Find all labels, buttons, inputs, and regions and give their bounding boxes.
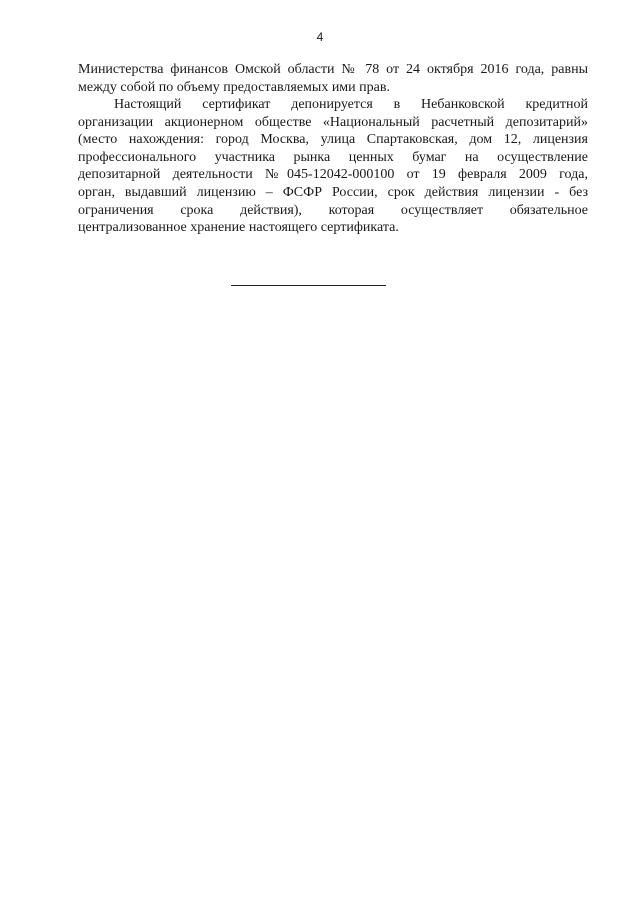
text-line: Настоящий сертификат депонируется в Небанковской кредитной xyxy=(114,97,588,112)
paragraph-continuation xyxy=(78,61,588,96)
text-line: профессионального участника рынка ценных бумаг на осуществление xyxy=(78,149,588,165)
text-line: между собой по объему предоставляемых ими прав. xyxy=(78,79,390,95)
text-line: Министерства финансов Омской области № 78 от 24 октября 2016 года, равны xyxy=(78,62,588,77)
text-line: организации акционерном обществе «Национальный расчетный депозитарий» xyxy=(78,114,588,130)
text-line: депозитарной деятельности №045-12042-000100 от 19 февраля 2009 года, xyxy=(78,167,588,183)
text-line: ограничения срока действия), которая осуществляет обязательное xyxy=(78,202,588,218)
text-line: орган, выдавший лицензию – ФСФР России, срок действия лицензии - без xyxy=(78,184,588,200)
paragraph-depository xyxy=(78,96,588,237)
closing-divider xyxy=(231,285,386,286)
page-number: 4 xyxy=(316,30,324,44)
text-line: централизованное хранение настоящего сертификата. xyxy=(78,220,399,236)
text-line: (место нахождения: город Москва, улица Спартаковская, дом 12, лицензия xyxy=(78,132,588,148)
